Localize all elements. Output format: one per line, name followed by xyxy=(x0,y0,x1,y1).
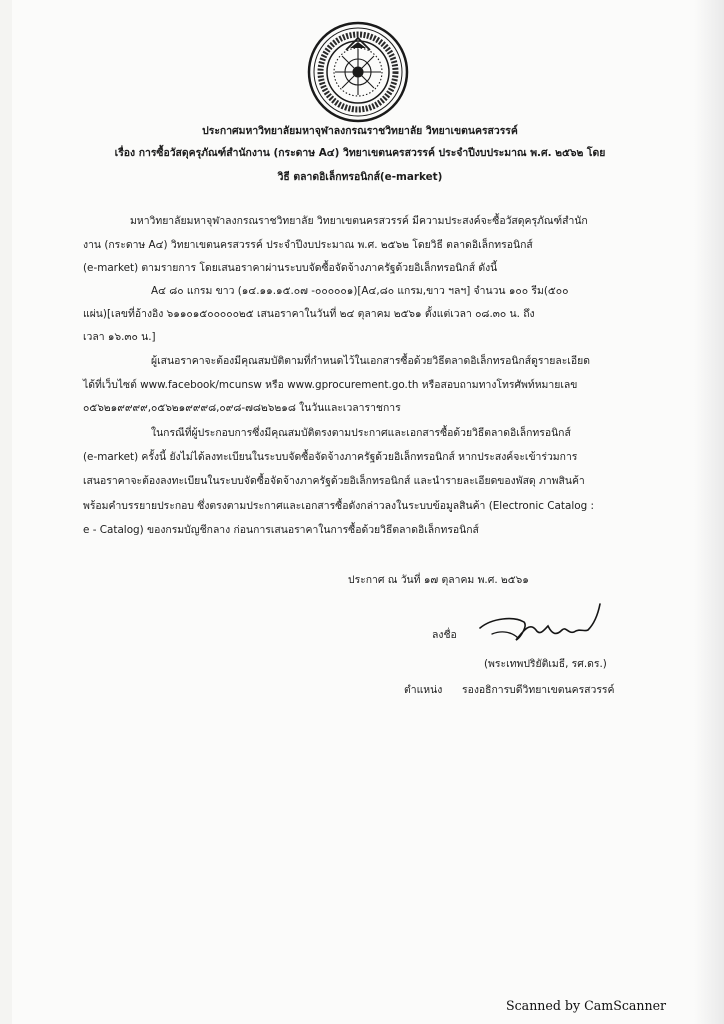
registration-line: (e-market) ครั้งนี้ ยังไม่ได้ลงทะเบียนในระบบจัดซื้อจัดจ้างภาครัฐด้วยอิเล็กทรอนิกส์ หากประสงค์จะเข้าร่วมการ xyxy=(83,451,578,463)
qualification-line: ได้ที่เว็บไซต์ www.facebook/mcunsw หรือ www.gprocurement.go.th หรือสอบถามทางโทรศัพท์หมายเลข xyxy=(83,379,578,391)
signer-position: รองอธิการบดีวิทยาเขตนครสวรรค์ xyxy=(462,684,615,696)
registration-line: e - Catalog) ของกรมบัญชีกลาง ก่อนการเสนอราคาในการซื้อด้วยวิธีตลาดอิเล็กทรอนิกส์ xyxy=(83,524,479,536)
sign-label: ลงชื่อ xyxy=(432,629,457,641)
scanner-watermark: Scanned by CamScanner xyxy=(506,998,667,1013)
registration-line: เสนอราคาจะต้องลงทะเบียนในระบบจัดซื้อจัดจ้างภาครัฐด้วยอิเล็กทรอนิกส์ และนำรายละเอียดของพัสดุ ภาพสินค้า xyxy=(83,475,585,487)
qualification-line: ผู้เสนอราคาจะต้องมีคุณสมบัติตามที่กำหนดไว้ในเอกสารซื้อด้วยวิธีตลาดอิเล็กทรอนิกส์ดูรายละเอียด xyxy=(151,355,590,367)
paragraph-intro-line: งาน (กระดาษ A๔) วิทยาเขตนครสวรรค์ ประจำปีงบประมาณ พ.ศ. ๒๕๖๒ โดยวิธี ตลาดอิเล็กทรอนิกส์ xyxy=(83,239,533,251)
subject-line: เรื่อง การซื้อวัสดุครุภัณฑ์สำนักงาน (กระดาษ A๔) วิทยาเขตนครสวรรค์ ประจำปีงบประมาณ พ.ศ. ๒๕๖๒ โดย xyxy=(114,147,606,159)
item-description-line: แผ่น)[เลขที่อ้างอิง ๖๑๑๐๑๕๐๐๐๐๐๒๕ เสนอราคาในวันที่ ๒๔ ตุลาคม ๒๕๖๑ ตั้งแต่เวลา ๐๘.๓๐ น. ถึง xyxy=(83,308,535,320)
paragraph-intro-line: มหาวิทยาลัยมหาจุฬาลงกรณราชวิทยาลัย วิทยาเขตนครสวรรค์ มีความประสงค์จะซื้อวัสดุครุภัณฑ์สำนัก xyxy=(130,215,588,227)
signer-name: (พระเทพปริยัติเมธี, รศ.ดร.) xyxy=(484,658,607,670)
qualification-line: ๐๕๖๒๑๙๙๙๙,๐๕๖๒๑๙๙๙๘,๐๙๘-๗๘๒๖๒๑๘ ในวันและเวลาราชการ xyxy=(83,402,401,414)
registration-line: ในกรณีที่ผู้ประกอบการซึ่งมีคุณสมบัติตรงตามประกาศและเอกสารซื้อด้วยวิธีตลาดอิเล็กทรอนิกส์ xyxy=(151,427,571,439)
university-seal-logo xyxy=(306,20,410,124)
item-description-line: A๔ ๘๐ แกรม ขาว (๑๔.๑๑.๑๕.๐๗ -๐๐๐๐๐๑)[A๔,๘๐ แกรม,ขาว ฯลฯ] จำนวน ๑๐๐ รีม(๕๐๐ xyxy=(151,285,569,297)
announcement-date: ประกาศ ณ วันที่ ๑๗ ตุลาคม พ.ศ. ๒๕๖๑ xyxy=(348,574,529,586)
handwritten-signature xyxy=(432,600,622,646)
paragraph-intro-line: (e-market) ตามรายการ โดยเสนอราคาผ่านระบบจัดซื้อจัดจ้างภาครัฐด้วยอิเล็กทรอนิกส์ ดังนี้ xyxy=(83,262,498,274)
announcement-title: ประกาศมหาวิทยาลัยมหาจุฬาลงกรณราชวิทยาลัย วิทยาเขตนครสวรรค์ xyxy=(202,125,518,137)
registration-line: พร้อมคำบรรยายประกอบ ซึ่งตรงตามประกาศและเอกสารซื้อดังกล่าวลงในระบบข้อมูลสินค้า (Electronic Catalog : xyxy=(83,500,594,512)
position-label: ตำแหน่ง xyxy=(404,684,443,696)
page-edge-shadow xyxy=(694,0,724,1024)
item-description-line: เวลา ๑๖.๓๐ น.] xyxy=(83,331,156,343)
subject-method: วิธี ตลาดอิเล็กทรอนิกส์(e-market) xyxy=(277,171,443,183)
